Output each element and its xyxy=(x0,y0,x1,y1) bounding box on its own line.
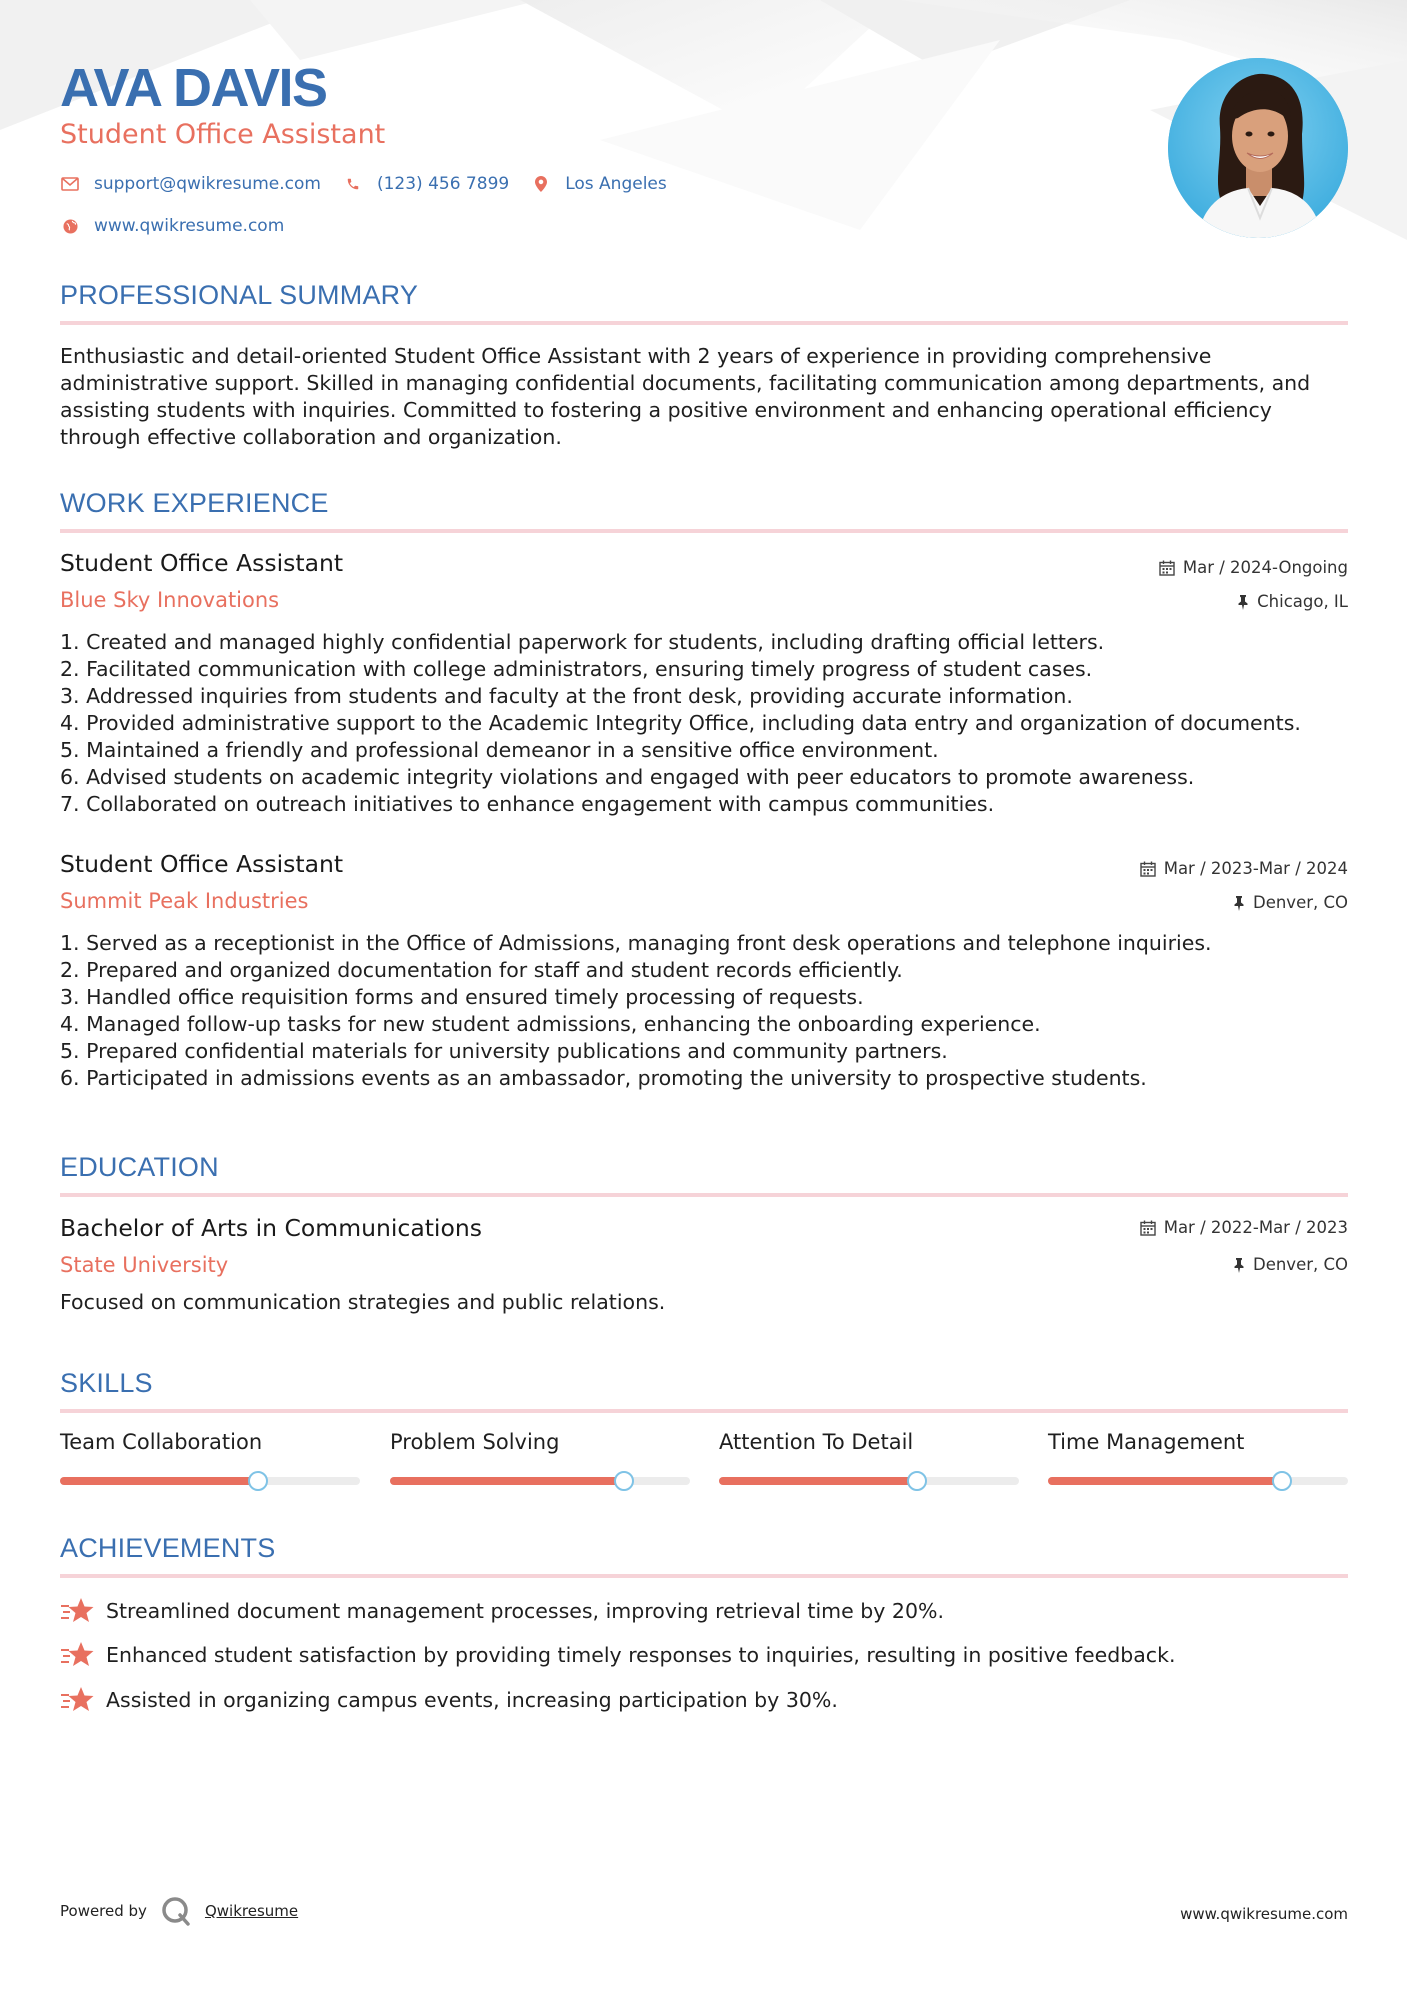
skill-bar-knob xyxy=(248,1471,268,1491)
skill-bar-fill xyxy=(1048,1477,1282,1485)
footer-website[interactable]: www.qwikresume.com xyxy=(1180,1905,1348,1923)
location-text: Denver, CO xyxy=(1252,1255,1348,1274)
skill-item xyxy=(390,1430,690,1454)
skills-divider xyxy=(60,1409,1348,1413)
education-divider xyxy=(60,1193,1348,1197)
skill-bar-fill xyxy=(60,1477,258,1485)
skill-name: Attention To Detail xyxy=(719,1430,914,1454)
skill-name: Problem Solving xyxy=(390,1430,560,1454)
map-pin-icon xyxy=(531,174,551,194)
candidate-name: AVA DAVIS xyxy=(60,58,327,118)
list-item: 4. Managed follow-up tasks for new student admissions, enhancing the onboarding experience. xyxy=(60,1012,1041,1036)
contact-phone[interactable] xyxy=(343,174,509,194)
experience-heading: WORK EXPERIENCE xyxy=(60,488,329,518)
job-title: Student Office Assistant xyxy=(60,850,344,878)
profile-photo xyxy=(1168,58,1348,238)
skill-item xyxy=(1048,1430,1348,1454)
skill-bar-knob xyxy=(907,1471,927,1491)
summary-divider xyxy=(60,321,1348,325)
contact-website-row xyxy=(60,216,306,236)
list-item: 6. Participated in admissions events as an ambassador, promoting the university to prospective students. xyxy=(60,1066,1147,1090)
list-item: 5. Prepared confidential materials for university publications and community partners. xyxy=(60,1039,948,1063)
list-item: 7. Collaborated on outreach initiatives to enhance engagement with campus communities. xyxy=(60,792,995,816)
website-text: www.qwikresume.com xyxy=(94,216,285,236)
skill-bar xyxy=(60,1477,360,1485)
education-location xyxy=(1233,1255,1348,1274)
skills-heading: SKILLS xyxy=(60,1368,153,1398)
education-dates xyxy=(1140,1218,1348,1237)
list-item: 6. Advised students on academic integrity violations and engaged with peer educators to promote awareness. xyxy=(60,765,1195,789)
list-item: 1. Served as a receptionist in the Office of Admissions, managing front desk operations and telephone inquiries. xyxy=(60,931,1212,955)
skill-bar xyxy=(390,1477,690,1485)
skill-bar-knob xyxy=(614,1471,634,1491)
star-icon xyxy=(60,1596,94,1626)
location-text: Denver, CO xyxy=(1252,893,1348,912)
footer-powered-by xyxy=(60,1896,298,1926)
summary-line: administrative support. Skilled in managing confidential documents, facilitating communication among departments, and xyxy=(60,371,1311,395)
job-location xyxy=(1233,893,1348,912)
calendar-icon xyxy=(1159,560,1175,576)
degree-title: Bachelor of Arts in Communications xyxy=(60,1214,482,1242)
achievement-text: Enhanced student satisfaction by providing timely responses to inquiries, resulting in positive feedback. xyxy=(106,1643,1176,1667)
job-company: Summit Peak Industries xyxy=(60,889,309,913)
list-item: 3. Handled office requisition forms and ensured timely processing of requests. xyxy=(60,985,864,1009)
calendar-icon xyxy=(1140,1220,1156,1236)
star-icon xyxy=(60,1640,94,1670)
achievement-text: Streamlined document management processes, improving retrieval time by 20%. xyxy=(106,1599,944,1623)
job-location xyxy=(1237,592,1348,611)
qwikresume-link[interactable]: Qwikresume xyxy=(204,1902,299,1920)
job-company: Blue Sky Innovations xyxy=(60,588,280,612)
list-item: 4. Provided administrative support to the Academic Integrity Office, including data entry and organization of documents. xyxy=(60,711,1301,735)
skill-bar-knob xyxy=(1272,1471,1292,1491)
dates-text: Mar / 2024-Ongoing xyxy=(1182,558,1348,577)
pushpin-icon xyxy=(1233,895,1245,911)
list-item: 1. Created and managed highly confidential paperwork for students, including drafting official letters. xyxy=(60,630,1105,654)
powered-by-label: Powered by xyxy=(60,1902,147,1920)
skill-bar xyxy=(719,1477,1019,1485)
achievement-item xyxy=(60,1596,944,1626)
phone-icon xyxy=(343,174,363,194)
dates-text: Mar / 2022-Mar / 2023 xyxy=(1163,1218,1348,1237)
achievement-text: Assisted in organizing campus events, increasing participation by 30%. xyxy=(106,1688,838,1712)
achievements-divider xyxy=(60,1574,1348,1578)
skill-item xyxy=(719,1430,1019,1454)
envelope-icon xyxy=(60,174,80,194)
job-dates xyxy=(1159,558,1348,577)
location-text: Los Angeles xyxy=(565,174,667,194)
skill-bar-fill xyxy=(719,1477,917,1485)
phone-text: (123) 456 7899 xyxy=(376,174,510,194)
summary-line: assisting students with inquiries. Committed to fostering a positive environment and enhancing operational efficiency xyxy=(60,398,1272,422)
contact-row xyxy=(60,174,689,194)
job-title: Student Office Assistant xyxy=(60,549,344,577)
pushpin-icon xyxy=(1237,594,1249,610)
list-item: 2. Facilitated communication with college administrators, ensuring timely progress of student cases. xyxy=(60,657,1093,681)
achievements-heading: ACHIEVEMENTS xyxy=(60,1533,276,1563)
achievement-item xyxy=(60,1685,838,1715)
school-name: State University xyxy=(60,1253,229,1277)
job-bullets xyxy=(60,930,1348,1092)
contact-email[interactable] xyxy=(60,174,321,194)
qwikresume-logo-icon xyxy=(161,1896,191,1926)
list-item: 2. Prepared and organized documentation for staff and student records efficiently. xyxy=(60,958,903,982)
candidate-title: Student Office Assistant xyxy=(60,119,386,150)
skill-name: Time Management xyxy=(1048,1430,1245,1454)
education-description: Focused on communication strategies and public relations. xyxy=(60,1290,666,1314)
contact-website[interactable] xyxy=(60,216,284,236)
summary-text xyxy=(60,343,1348,451)
location-text: Chicago, IL xyxy=(1257,592,1348,611)
calendar-icon xyxy=(1140,861,1156,877)
experience-divider xyxy=(60,529,1348,533)
star-icon xyxy=(60,1685,94,1715)
dates-text: Mar / 2023-Mar / 2024 xyxy=(1163,859,1348,878)
globe-icon xyxy=(60,216,80,236)
achievement-item xyxy=(60,1640,1175,1670)
education-heading: EDUCATION xyxy=(60,1152,219,1182)
skill-name: Team Collaboration xyxy=(60,1430,263,1454)
list-item: 5. Maintained a friendly and professional demeanor in a sensitive office environment. xyxy=(60,738,939,762)
skill-item xyxy=(60,1430,360,1454)
job-bullets xyxy=(60,629,1348,818)
pushpin-icon xyxy=(1233,1257,1245,1273)
job-dates xyxy=(1140,859,1348,878)
list-item: 3. Addressed inquiries from students and faculty at the front desk, providing accurate information. xyxy=(60,684,1073,708)
email-text: support@qwikresume.com xyxy=(94,174,321,194)
summary-heading: PROFESSIONAL SUMMARY xyxy=(60,280,419,310)
skill-bar-fill xyxy=(390,1477,624,1485)
summary-line: through effective collaboration and organization. xyxy=(60,425,562,449)
summary-line: Enthusiastic and detail-oriented Student Office Assistant with 2 years of experience in providing comprehensive xyxy=(60,344,1212,368)
contact-location xyxy=(531,174,667,194)
skill-bar xyxy=(1048,1477,1348,1485)
